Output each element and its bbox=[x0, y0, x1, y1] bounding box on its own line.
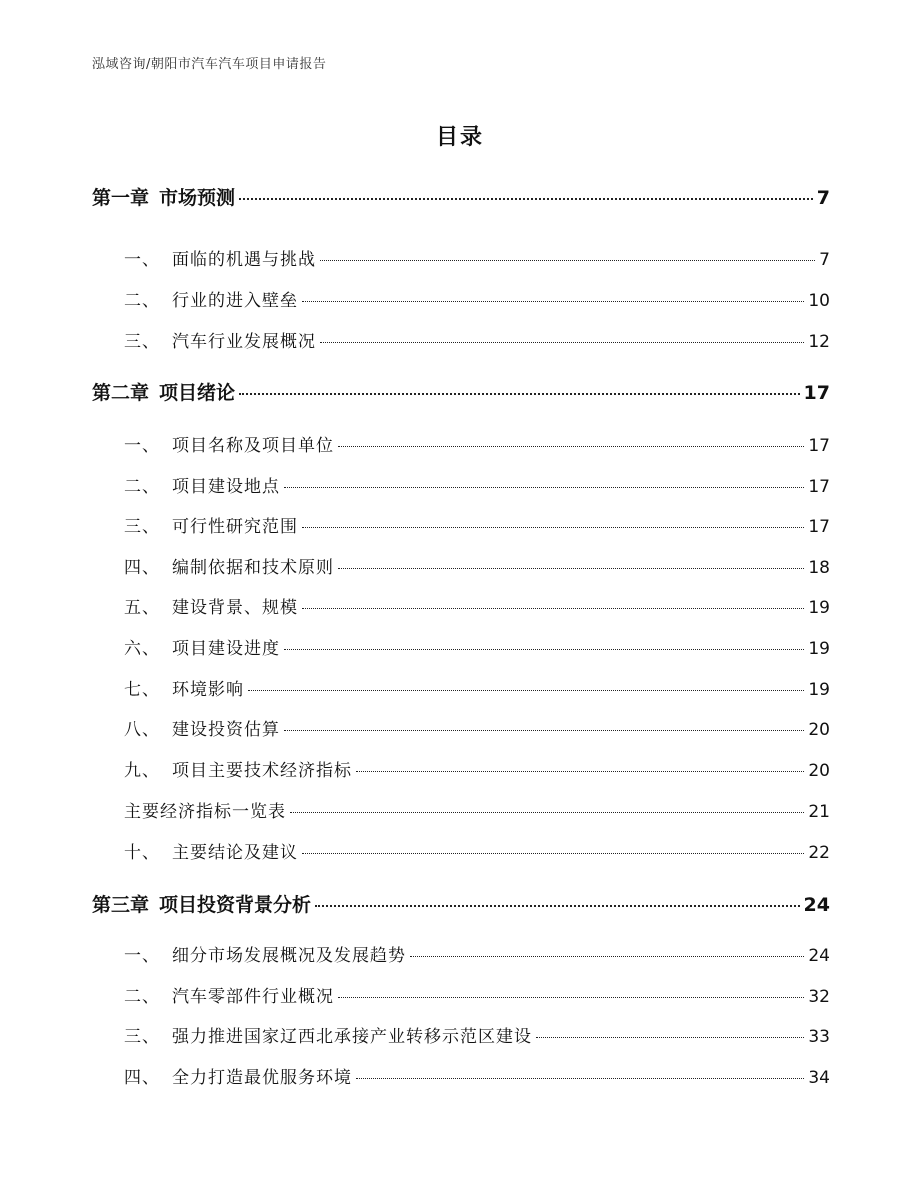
toc-title: 目录 bbox=[435, 125, 484, 150]
toc-entry-page: 24 bbox=[803, 894, 830, 916]
toc-entry-label: 环境影响 bbox=[172, 680, 244, 700]
toc-entry-label: 项目名称及项目单位 bbox=[172, 436, 334, 456]
toc-entry-number: 一、 bbox=[124, 436, 160, 456]
toc-entry-page: 19 bbox=[808, 598, 830, 618]
toc-entry-section[interactable] bbox=[92, 982, 830, 1007]
toc-entry-label: 编制依据和技术原则 bbox=[172, 558, 334, 578]
toc-entry-page: 19 bbox=[808, 639, 830, 659]
toc-entry-label: 面临的机遇与挑战 bbox=[172, 250, 316, 270]
toc-entry-number: 十、 bbox=[124, 843, 160, 863]
toc-entry-section[interactable] bbox=[92, 756, 830, 781]
toc-entry-number: 第三章 bbox=[92, 894, 150, 916]
dot-leader bbox=[302, 853, 804, 854]
toc-entry-page: 21 bbox=[808, 802, 830, 822]
dot-leader bbox=[284, 487, 804, 488]
toc-entry-section[interactable] bbox=[92, 286, 830, 311]
toc-entry-number: 三、 bbox=[124, 517, 160, 537]
dot-leader bbox=[320, 260, 815, 261]
toc-entry-number: 七、 bbox=[124, 680, 160, 700]
dot-leader bbox=[338, 446, 804, 447]
toc-entry-page: 17 bbox=[808, 517, 830, 537]
running-header: 泓域咨询/朝阳市汽车汽车项目申请报告 bbox=[92, 57, 327, 72]
toc-entry-chapter-1[interactable] bbox=[92, 183, 830, 210]
toc-entry-number: 三、 bbox=[124, 1027, 160, 1047]
toc-entry-page: 17 bbox=[808, 477, 830, 497]
toc-entry-subsection[interactable] bbox=[92, 797, 830, 822]
toc-entry-page: 7 bbox=[819, 250, 830, 270]
toc-entry-section[interactable] bbox=[92, 431, 830, 456]
toc-entry-number: 五、 bbox=[124, 598, 160, 618]
dot-leader bbox=[284, 649, 804, 650]
toc-entry-section[interactable] bbox=[92, 327, 830, 352]
dot-leader bbox=[356, 771, 804, 772]
toc-entry-number: 三、 bbox=[124, 332, 160, 352]
toc-entry-section[interactable] bbox=[92, 245, 830, 270]
dot-leader bbox=[302, 301, 804, 302]
toc-entry-label: 项目建设进度 bbox=[172, 639, 280, 659]
toc-entry-label: 汽车零部件行业概况 bbox=[172, 987, 334, 1007]
toc-entry-label: 项目绪论 bbox=[159, 382, 236, 404]
toc-entry-section[interactable] bbox=[92, 675, 830, 700]
toc-entry-page: 33 bbox=[808, 1027, 830, 1047]
toc-entry-section[interactable] bbox=[92, 472, 830, 497]
dot-leader bbox=[239, 393, 800, 395]
toc-entry-label: 全力打造最优服务环境 bbox=[172, 1068, 352, 1088]
dot-leader bbox=[320, 342, 804, 343]
toc-entry-page: 17 bbox=[808, 436, 830, 456]
toc-entry-label: 可行性研究范围 bbox=[172, 517, 298, 537]
toc-entry-label: 主要结论及建议 bbox=[172, 843, 298, 863]
toc-entry-number: 四、 bbox=[124, 1068, 160, 1088]
dot-leader bbox=[302, 527, 804, 528]
toc-entry-number: 第一章 bbox=[92, 187, 150, 209]
toc-entry-label: 建设背景、规模 bbox=[172, 598, 298, 618]
dot-leader bbox=[410, 956, 804, 957]
toc-entry-chapter-2[interactable] bbox=[92, 378, 830, 405]
toc-entry-number: 二、 bbox=[124, 987, 160, 1007]
dot-leader bbox=[290, 812, 804, 813]
toc-entry-label: 强力推进国家辽西北承接产业转移示范区建设 bbox=[172, 1027, 532, 1047]
toc-entry-label: 项目建设地点 bbox=[172, 477, 280, 497]
toc-entry-number: 九、 bbox=[124, 761, 160, 781]
dot-leader bbox=[248, 690, 804, 691]
toc-entry-label: 主要经济指标一览表 bbox=[124, 802, 286, 822]
dot-leader bbox=[356, 1078, 804, 1079]
dot-leader bbox=[302, 608, 804, 609]
dot-leader bbox=[536, 1037, 804, 1038]
toc-entry-label: 汽车行业发展概况 bbox=[172, 332, 316, 352]
toc-entry-section[interactable] bbox=[92, 838, 830, 863]
toc-entry-section[interactable] bbox=[92, 1022, 830, 1047]
toc-entry-page: 20 bbox=[808, 761, 830, 781]
toc-entry-label: 市场预测 bbox=[159, 187, 236, 209]
dot-leader bbox=[284, 730, 804, 731]
toc-entry-page: 18 bbox=[808, 558, 830, 578]
toc-entry-page: 19 bbox=[808, 680, 830, 700]
toc-entry-section[interactable] bbox=[92, 941, 830, 966]
toc-entry-page: 24 bbox=[808, 946, 830, 966]
toc-entry-page: 34 bbox=[808, 1068, 830, 1088]
toc-entry-number: 二、 bbox=[124, 291, 160, 311]
toc-entry-section[interactable] bbox=[92, 512, 830, 537]
toc-entry-label: 项目投资背景分析 bbox=[159, 894, 312, 916]
dot-leader bbox=[315, 905, 800, 907]
toc-entry-number: 二、 bbox=[124, 477, 160, 497]
dot-leader bbox=[338, 568, 804, 569]
toc-entry-label: 细分市场发展概况及发展趋势 bbox=[172, 946, 406, 966]
toc-entry-label: 建设投资估算 bbox=[172, 720, 280, 740]
toc-entry-chapter-3[interactable] bbox=[92, 890, 830, 917]
toc-entry-page: 32 bbox=[808, 987, 830, 1007]
toc-entry-section[interactable] bbox=[92, 553, 830, 578]
toc-entry-section[interactable] bbox=[92, 715, 830, 740]
toc-entry-page: 17 bbox=[803, 382, 830, 404]
toc-entry-number: 四、 bbox=[124, 558, 160, 578]
toc-entry-label: 项目主要技术经济指标 bbox=[172, 761, 352, 781]
toc-entry-number: 六、 bbox=[124, 639, 160, 659]
toc-entry-page: 22 bbox=[808, 843, 830, 863]
toc-entry-section[interactable] bbox=[92, 634, 830, 659]
toc-entry-page: 12 bbox=[808, 332, 830, 352]
toc-entry-page: 10 bbox=[808, 291, 830, 311]
toc-entry-number: 一、 bbox=[124, 250, 160, 270]
dot-leader bbox=[338, 997, 804, 998]
dot-leader bbox=[239, 198, 813, 200]
toc-entry-section[interactable] bbox=[92, 1063, 830, 1088]
toc-entry-number: 第二章 bbox=[92, 382, 150, 404]
toc-entry-number: 一、 bbox=[124, 946, 160, 966]
toc-entry-section[interactable] bbox=[92, 593, 830, 618]
toc-entry-number: 八、 bbox=[124, 720, 160, 740]
toc-entry-page: 7 bbox=[816, 187, 830, 209]
toc-entry-label: 行业的进入壁垒 bbox=[172, 291, 298, 311]
toc-entry-page: 20 bbox=[808, 720, 830, 740]
